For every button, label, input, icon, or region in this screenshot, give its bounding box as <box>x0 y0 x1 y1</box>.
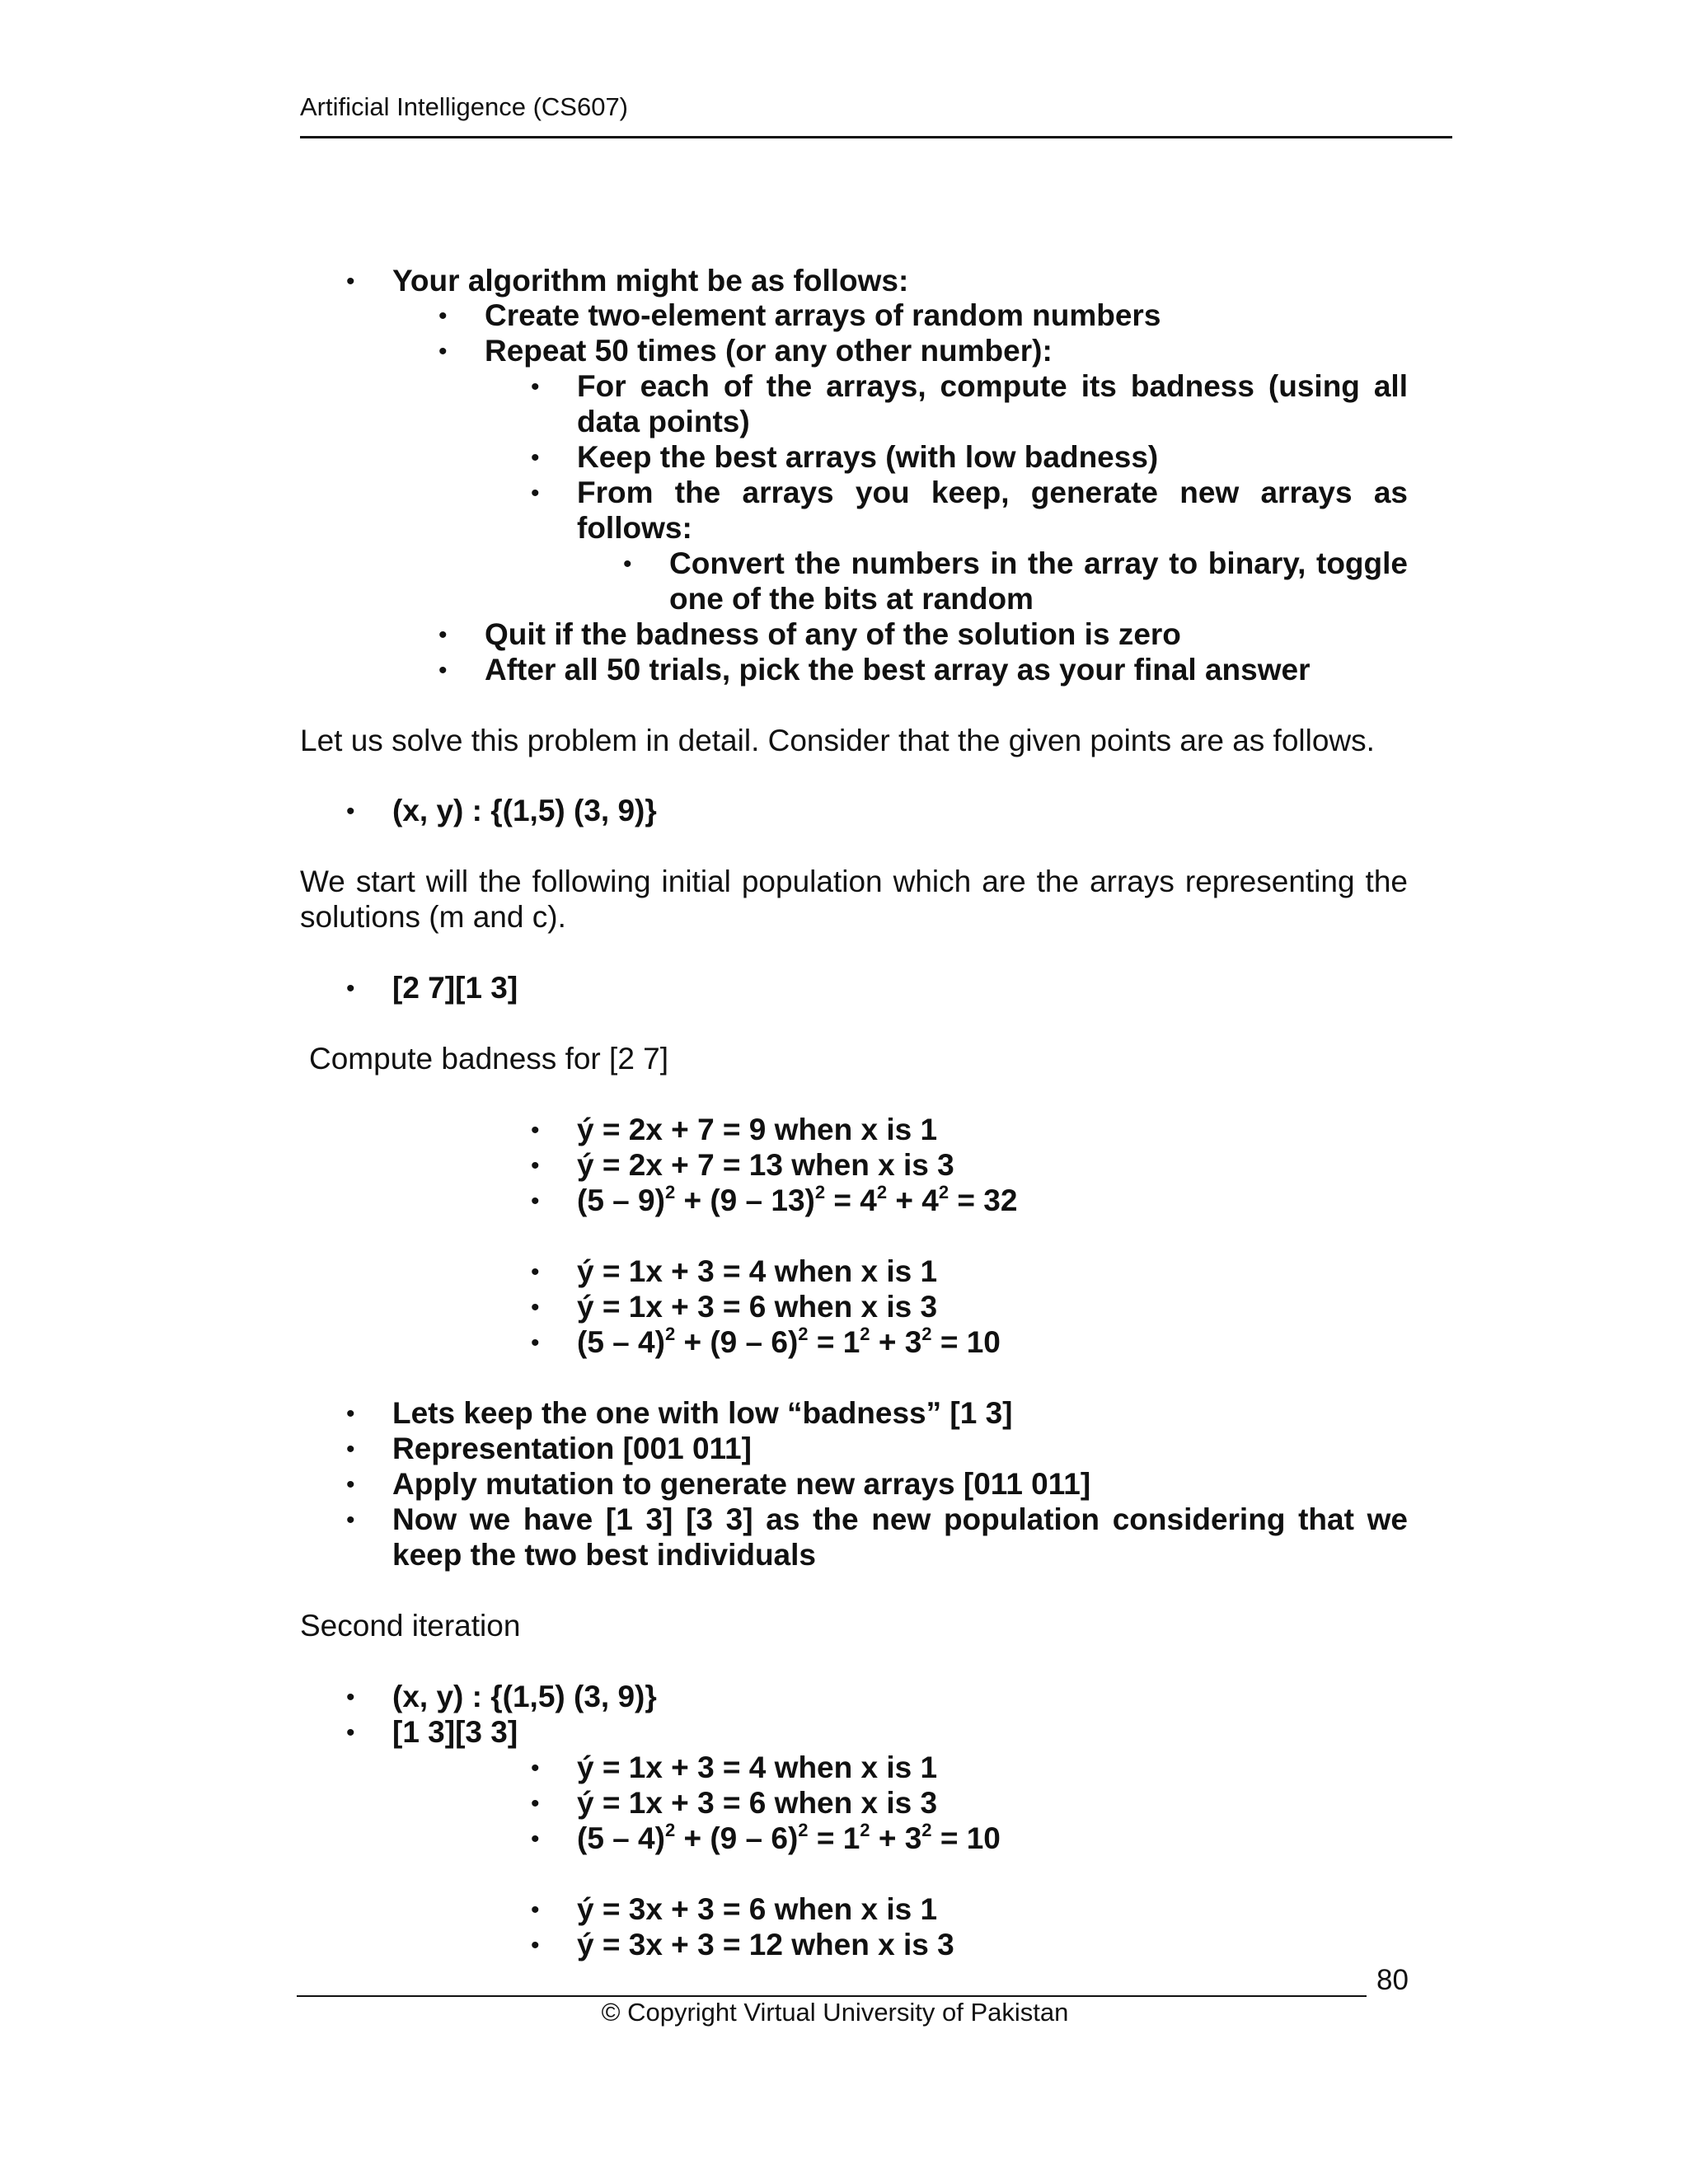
initial-population: [2 7][1 3] <box>392 971 518 1005</box>
algorithm-create: Create two-element arrays of random numbers <box>485 298 1161 332</box>
footer-divider <box>297 1995 1367 1997</box>
bullet: • <box>438 302 448 330</box>
bullet: • <box>531 1932 540 1959</box>
calc-a-line2: ý = 2x + 7 = 13 when x is 3 <box>577 1148 954 1182</box>
algorithm-convert-line2: one of the bits at random <box>669 582 1034 616</box>
bullet: • <box>346 1471 355 1498</box>
algorithm-repeat: Repeat 50 times (or any other number): <box>485 334 1053 368</box>
compute-heading: Compute badness for [2 7] <box>309 1042 669 1076</box>
iter2-line1: ý = 1x + 3 = 4 when x is 1 <box>577 1750 938 1784</box>
calc-b-line1: ý = 1x + 3 = 4 when x is 1 <box>577 1254 938 1288</box>
algorithm-compute-line2: data points) <box>577 405 750 438</box>
bullet: • <box>346 1436 355 1463</box>
bullet: • <box>346 1684 355 1711</box>
page-header-title: Artificial Intelligence (CS607) <box>300 92 629 121</box>
bullet: • <box>346 268 355 295</box>
iter2-line5: ý = 3x + 3 = 12 when x is 3 <box>577 1928 954 1961</box>
bullet: • <box>531 1152 540 1179</box>
bullet: • <box>438 621 448 649</box>
page-number: 80 <box>1376 1964 1409 1996</box>
calc-b-line2: ý = 1x + 3 = 6 when x is 3 <box>577 1290 938 1324</box>
bullet: • <box>531 1294 540 1321</box>
calc-a-line3: $(5 - 9)^2 + (9 - 13)^2 = 4^2 + 4^2 = 32$ <box>577 1181 1018 1217</box>
algorithm-compute-line1: For each of the arrays, compute its badness (using all <box>577 369 1408 403</box>
summary-now-line1: Now we have [1 3] [3 3] as the new population considering that we <box>392 1502 1408 1536</box>
iter2-line2: ý = 1x + 3 = 6 when x is 3 <box>577 1786 938 1820</box>
bullet: • <box>531 1258 540 1286</box>
second-iteration-heading: Second iteration <box>300 1609 521 1643</box>
summary-mutation: Apply mutation to generate new arrays [011 011] <box>392 1467 1091 1501</box>
bullet: • <box>346 1719 355 1746</box>
bullet: • <box>531 373 540 401</box>
bullet: • <box>531 1329 540 1357</box>
bullet: • <box>531 1188 540 1215</box>
algorithm-from-line2: follows: <box>577 511 692 545</box>
bullet: • <box>531 1117 540 1144</box>
bullet: • <box>346 798 355 825</box>
bullet: • <box>438 657 448 684</box>
bullet: • <box>531 480 540 507</box>
bullet: • <box>531 1790 540 1817</box>
summary-representation: Representation [001 011] <box>392 1432 752 1465</box>
paragraph-solve: Let us solve this problem in detail. Consider that the given points are as follows. <box>300 724 1375 757</box>
bullet: • <box>346 975 355 1002</box>
algorithm-convert-line1: Convert the numbers in the array to binary, toggle <box>669 546 1408 580</box>
algorithm-keep: Keep the best arrays (with low badness) <box>577 440 1159 474</box>
bullet: • <box>531 1825 540 1853</box>
header-divider <box>300 136 1452 138</box>
iter2-population: [1 3][3 3] <box>392 1715 518 1749</box>
calc-b-line3: $(5 - 4)^2 + (9 - 6)^2 = 1^2 + 3^2 = 10$ <box>577 1323 1001 1359</box>
bullet: • <box>531 1755 540 1782</box>
bullet: • <box>438 338 448 365</box>
summary-now-line2: keep the two best individuals <box>392 1538 816 1572</box>
iter2-line4: ý = 3x + 3 = 6 when x is 1 <box>577 1892 938 1926</box>
paragraph-start-line2: solutions (m and c). <box>300 900 566 934</box>
iter2-line3: $(5 - 4)^2 + (9 - 6)^2 = 1^2 + 3^2 = 10$ <box>577 1819 1001 1855</box>
copyright-notice: © Copyright Virtual University of Pakistan <box>601 1998 1069 2027</box>
paragraph-start-line1: We start will the following initial population which are the arrays representing the <box>300 865 1408 898</box>
bullet: • <box>623 551 632 578</box>
algorithm-intro: Your algorithm might be as follows: <box>392 264 909 298</box>
iter2-points: (x, y) : {(1,5) (3, 9)} <box>392 1680 657 1713</box>
algorithm-from-line1: From the arrays you keep, generate new arrays as <box>577 476 1408 509</box>
bullet: • <box>346 1400 355 1427</box>
bullet: • <box>531 444 540 471</box>
summary-keep: Lets keep the one with low “badness” [1 3] <box>392 1396 1013 1430</box>
given-points: (x, y) : {(1,5) (3, 9)} <box>392 794 657 827</box>
algorithm-quit: Quit if the badness of any of the solution is zero <box>485 617 1181 651</box>
bullet: • <box>346 1507 355 1534</box>
algorithm-after: After all 50 trials, pick the best array as your final answer <box>485 653 1311 687</box>
calc-a-line1: ý = 2x + 7 = 9 when x is 1 <box>577 1113 938 1146</box>
bullet: • <box>531 1896 540 1924</box>
